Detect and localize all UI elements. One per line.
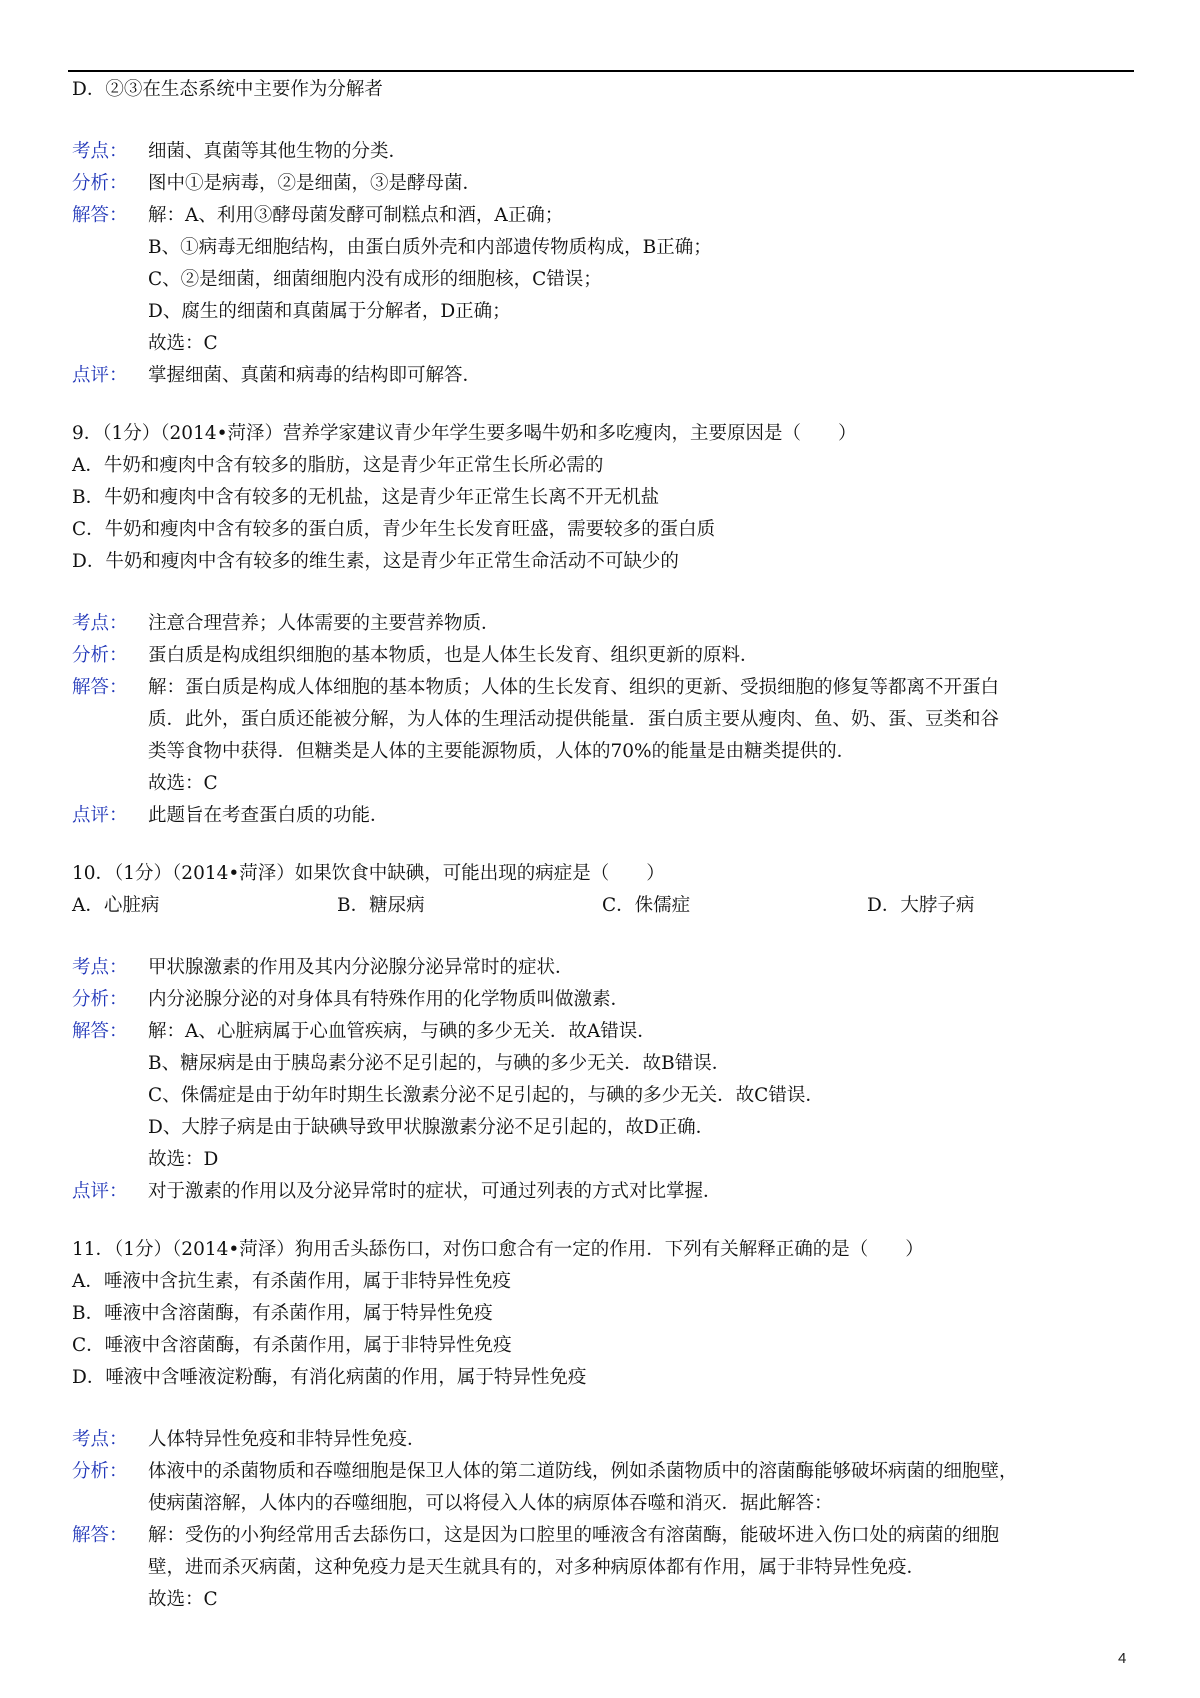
jieda-label: 解答： xyxy=(72,1525,128,1546)
jieda-line: 故选：C xyxy=(148,333,218,354)
q9-option-b: B．牛奶和瘦肉中含有较多的无机盐，这是青少年正常生长离不开无机盐 xyxy=(72,487,660,508)
dianping-text: 此题旨在考查蛋白质的功能． xyxy=(148,805,389,826)
q10-option-d: D．大脖子病 xyxy=(867,895,975,916)
jieda-line: B、①病毒无细胞结构，由蛋白质外壳和内部遗传物质构成，B正确； xyxy=(148,237,712,258)
kaodian-label: 考点： xyxy=(72,613,128,634)
q11-fenxi xyxy=(72,1456,1132,1520)
q10-stem: 10．（1分）（2014•菏泽）如果饮食中缺碘，可能出现的病症是（ ） xyxy=(72,863,665,884)
q9-option-a: A．牛奶和瘦肉中含有较多的脂肪，这是青少年正常生长所必需的 xyxy=(72,455,604,476)
fenxi-label: 分析： xyxy=(72,989,128,1010)
kaodian-label: 考点： xyxy=(72,141,128,162)
q10-kaodian xyxy=(72,952,1132,984)
q9-option-d: D．牛奶和瘦肉中含有较多的维生素，这是青少年正常生命活动不可缺少的 xyxy=(72,551,679,572)
kaodian-label: 考点： xyxy=(72,1429,128,1450)
jieda-line: 故选：C xyxy=(148,773,218,794)
jieda-label: 解答： xyxy=(72,677,128,698)
kaodian-text: 细菌、真菌等其他生物的分类． xyxy=(148,141,408,162)
fenxi-text: 内分泌腺分泌的对身体具有特殊作用的化学物质叫做激素． xyxy=(148,989,630,1010)
q10-dianping xyxy=(72,1176,1132,1208)
jieda-line: 类等食物中获得．但糖类是人体的主要能源物质，人体的70%的能量是由糖类提供的． xyxy=(148,741,856,762)
jieda-line: C、②是细菌，细菌细胞内没有成形的细胞核，C错误； xyxy=(148,269,602,290)
q10-jieda xyxy=(72,1016,1132,1176)
jieda-line: D、大脖子病是由于缺碘导致甲状腺激素分泌不足引起的，故D正确． xyxy=(148,1117,715,1138)
fenxi-text: 图中①是病毒，②是细菌，③是酵母菌． xyxy=(148,173,482,194)
q11-kaodian xyxy=(72,1424,1132,1456)
q9-jieda xyxy=(72,672,1132,800)
jieda-line: C、侏儒症是由于幼年时期生长激素分泌不足引起的，与碘的多少无关．故C错误． xyxy=(148,1085,824,1106)
q8-dianping xyxy=(72,360,1132,392)
jieda-line: B、糖尿病是由于胰岛素分泌不足引起的，与碘的多少无关．故B错误． xyxy=(148,1053,731,1074)
q11-option-c: C．唾液中含溶菌酶，有杀菌作用，属于非特异性免疫 xyxy=(72,1335,512,1356)
jieda-line: 解：A、利用③酵母菌发酵可制糕点和酒，A正确； xyxy=(148,205,564,226)
q9-stem: 9．（1分）（2014•菏泽）营养学家建议青少年学生要多喝牛奶和多吃瘦肉，主要原因是（ ） xyxy=(72,423,857,444)
q9-fenxi xyxy=(72,640,1132,672)
fenxi-line: 使病菌溶解，人体内的吞噬细胞，可以将侵入人体的病原体吞噬和消灭．据此解答： xyxy=(148,1493,833,1514)
q9-dianping xyxy=(72,800,1132,832)
jieda-line: 壁，进而杀灭病菌，这种免疫力是天生就具有的，对多种病原体都有作用，属于非特异性免疫． xyxy=(148,1557,926,1578)
jieda-line: 解：受伤的小狗经常用舌去舔伤口，这是因为口腔里的唾液含有溶菌酶，能破坏进入伤口处的病菌的细胞 xyxy=(148,1525,1000,1546)
page-number: 4 xyxy=(1118,1650,1127,1667)
jieda-label: 解答： xyxy=(72,1021,128,1042)
q10-option-a: A．心脏病 xyxy=(72,895,160,916)
dianping-label: 点评： xyxy=(72,365,128,386)
fenxi-label: 分析： xyxy=(72,645,128,666)
q11-option-b: B．唾液中含溶菌酶，有杀菌作用，属于特异性免疫 xyxy=(72,1303,493,1324)
page-content xyxy=(72,74,1132,1616)
q10-option-b: B．糖尿病 xyxy=(337,895,425,916)
q8-kaodian xyxy=(72,136,1132,168)
jieda-line: 故选：C xyxy=(148,1589,218,1610)
q8-fenxi xyxy=(72,168,1132,200)
q9-kaodian xyxy=(72,608,1132,640)
q11-jieda xyxy=(72,1520,1132,1616)
q10-options xyxy=(72,890,1132,922)
dianping-label: 点评： xyxy=(72,805,128,826)
q8-jieda xyxy=(72,200,1132,360)
fenxi-label: 分析： xyxy=(72,173,128,194)
kaodian-text: 人体特异性免疫和非特异性免疫． xyxy=(148,1429,426,1450)
jieda-label: 解答： xyxy=(72,205,128,226)
jieda-line: 故选：D xyxy=(148,1149,219,1170)
jieda-line: 解：A、心脏病属于心血管疾病，与碘的多少无关．故A错误． xyxy=(148,1021,656,1042)
fenxi-line: 体液中的杀菌物质和吞噬细胞是保卫人体的第二道防线，例如杀菌物质中的溶菌酶能够破坏病菌的细胞壁， xyxy=(148,1461,1018,1482)
kaodian-text: 注意合理营养；人体需要的主要营养物质． xyxy=(148,613,500,634)
header-rule xyxy=(68,70,1134,72)
jieda-line: D、腐生的细菌和真菌属于分解者，D正确； xyxy=(148,301,511,322)
dianping-label: 点评： xyxy=(72,1181,128,1202)
kaodian-text: 甲状腺激素的作用及其内分泌腺分泌异常时的症状． xyxy=(148,957,574,978)
q10-option-c: C．侏儒症 xyxy=(602,895,691,916)
fenxi-label: 分析： xyxy=(72,1461,128,1482)
dianping-text: 掌握细菌、真菌和病毒的结构即可解答． xyxy=(148,365,482,386)
kaodian-label: 考点： xyxy=(72,957,128,978)
dianping-text: 对于激素的作用以及分泌异常时的症状，可通过列表的方式对比掌握． xyxy=(148,1181,722,1202)
q9-option-c: C．牛奶和瘦肉中含有较多的蛋白质，青少年生长发育旺盛，需要较多的蛋白质 xyxy=(72,519,716,540)
fenxi-text: 蛋白质是构成组织细胞的基本物质，也是人体生长发育、组织更新的原料． xyxy=(148,645,759,666)
q10-fenxi xyxy=(72,984,1132,1016)
q8-option-d: D．②③在生态系统中主要作为分解者 xyxy=(72,79,383,100)
q11-option-a: A．唾液中含抗生素，有杀菌作用，属于非特异性免疫 xyxy=(72,1271,511,1292)
jieda-line: 解：蛋白质是构成人体细胞的基本物质；人体的生长发育、组织的更新、受损细胞的修复等都离不开蛋白 xyxy=(148,677,1000,698)
q11-stem: 11．（1分）（2014•菏泽）狗用舌头舔伤口，对伤口愈合有一定的作用．下列有关解释正确的是（ ） xyxy=(72,1239,924,1260)
jieda-line: 质．此外，蛋白质还能被分解，为人体的生理活动提供能量．蛋白质主要从瘦肉、鱼、奶、蛋、豆类和谷 xyxy=(148,709,1000,730)
q11-option-d: D．唾液中含唾液淀粉酶，有消化病菌的作用，属于特异性免疫 xyxy=(72,1367,587,1388)
